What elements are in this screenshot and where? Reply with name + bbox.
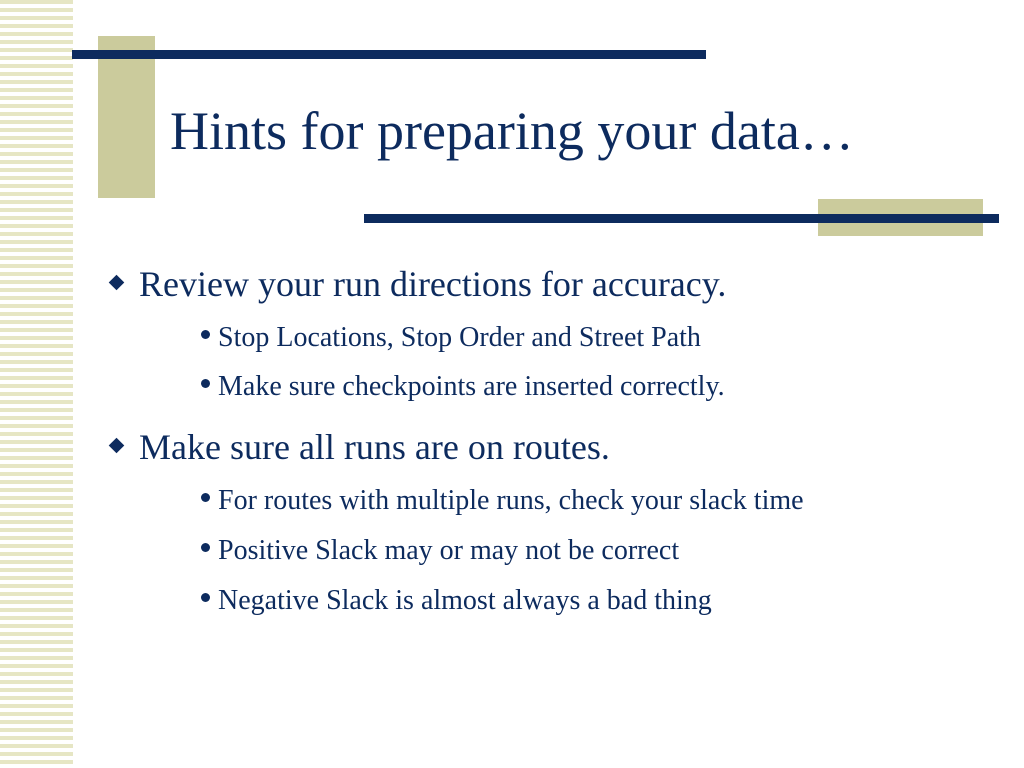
sub-bullet-text: Stop Locations, Stop Order and Street Path (218, 322, 701, 353)
sub-bullet-item (198, 534, 679, 568)
sub-bullet-item (198, 584, 712, 618)
diamond-bullet-icon (109, 438, 125, 454)
round-bullet-icon (201, 543, 210, 552)
round-bullet-icon (201, 593, 210, 602)
sub-bullet-item (198, 370, 725, 404)
sub-bullet-text: For routes with multiple runs, check your slack time (218, 485, 804, 516)
sub-bullet-item (198, 484, 804, 518)
sub-bullet-text: Negative Slack is almost always a bad thing (218, 585, 712, 616)
slide-title: Hints for preparing your data… (170, 101, 854, 161)
round-bullet-icon (201, 330, 210, 339)
diamond-bullet-icon (109, 275, 125, 291)
round-bullet-icon (201, 379, 210, 388)
sub-bullet-text: Positive Slack may or may not be correct (218, 535, 680, 566)
sub-bullet-text: Make sure checkpoints are inserted correctly. (218, 371, 725, 402)
sub-bullet-item (198, 321, 701, 355)
round-bullet-icon (201, 493, 210, 502)
bullet-text: Make sure all runs are on routes. (139, 427, 610, 467)
bullet-text: Review your run directions for accuracy. (139, 264, 727, 304)
bullet-item (104, 262, 726, 306)
bullet-item (104, 425, 610, 469)
